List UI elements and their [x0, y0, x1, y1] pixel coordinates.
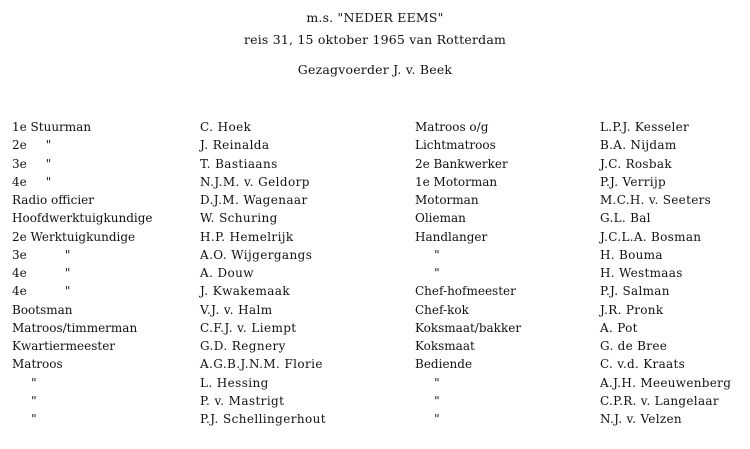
crew-rank: 2e Bankwerker	[415, 156, 508, 171]
crew-rank: "	[12, 393, 37, 408]
crew-rank: Chef-hofmeester	[415, 284, 516, 299]
crew-rank: Matroos o/g	[415, 120, 489, 134]
crew-rank: Olieman	[415, 211, 466, 226]
crew-name: L. Hessing	[200, 375, 269, 390]
crew-rank: "	[12, 412, 37, 426]
crew-name: H. Westmaas	[600, 266, 683, 280]
crew-rank: 4e "	[12, 284, 71, 299]
crew-name: C. v.d. Kraats	[600, 357, 686, 372]
crew-name: P.J. Verrijp	[600, 174, 666, 189]
crew-name: P.J. Schellingerhout	[200, 412, 327, 426]
crew-name: C.F.J. v. Liempt	[200, 320, 297, 335]
crew-name: W. Schuring	[200, 211, 278, 226]
crew-name: B.A. Nijdam	[600, 138, 677, 153]
right-name-column	[600, 118, 731, 428]
crew-rank: Motorman	[415, 193, 479, 207]
ship-name: m.s. "NEDER EEMS"	[306, 10, 444, 25]
crew-rank: Kwartiermeester	[12, 339, 116, 353]
crew-name: A.O. Wijgergangs	[200, 247, 313, 262]
crew-rank: Bediende	[415, 357, 473, 372]
crew-rank: Matroos	[12, 357, 63, 372]
crew-name: L.P.J. Kesseler	[600, 120, 690, 134]
right-rank-column	[415, 118, 521, 428]
crew-name: G.D. Regnery	[200, 339, 286, 353]
crew-rank: "	[415, 375, 440, 390]
crew-name: C.P.R. v. Langelaar	[600, 393, 719, 408]
crew-rank: 3e "	[12, 156, 52, 171]
left-name-column	[200, 118, 326, 428]
crew-rank: 1e Stuurman	[12, 120, 92, 134]
crew-rank: 1e Motorman	[415, 174, 498, 189]
crew-name: N.J. v. Velzen	[600, 412, 682, 426]
crew-rank: Lichtmatroos	[415, 138, 496, 153]
crew-name: J. Reinalda	[200, 138, 270, 153]
crew-name: H.P. Hemelrijk	[200, 229, 294, 244]
crew-name: P.J. Salman	[600, 284, 670, 299]
crew-name: H. Bouma	[600, 247, 663, 262]
crew-name: G.L. Bal	[600, 211, 651, 226]
crew-rank: Koksmaat/bakker	[415, 320, 522, 335]
crew-name: D.J.M. Wagenaar	[200, 193, 308, 207]
captain-line: Gezagvoerder J. v. Beek	[297, 62, 453, 77]
left-rank-column	[12, 118, 153, 428]
crew-name: C. Hoek	[200, 120, 252, 134]
crew-name: G. de Bree	[600, 339, 668, 353]
crew-rank: "	[12, 375, 37, 390]
crew-name: N.J.M. v. Geldorp	[200, 174, 310, 189]
crew-rank: Matroos/timmerman	[12, 320, 138, 335]
crew-name: M.C.H. v. Seeters	[600, 193, 712, 207]
crew-rank: Handlanger	[415, 229, 488, 244]
crew-rank: 2e Werktuigkundige	[12, 229, 136, 244]
crew-rank: Koksmaat	[415, 339, 475, 353]
crew-name: A.G.B.J.N.M. Florie	[200, 357, 323, 372]
crew-name: A. Pot	[600, 320, 638, 335]
crew-name: A. Douw	[200, 266, 254, 280]
crew-name: V.J. v. Halm	[200, 302, 273, 317]
crew-rank: Chef-kok	[415, 302, 469, 317]
crew-name: P. v. Mastrigt	[200, 393, 285, 408]
crew-rank: "	[415, 412, 440, 426]
crew-rank: Bootsman	[12, 302, 73, 317]
crew-rank: 4e "	[12, 266, 71, 280]
crew-rank: Radio officier	[12, 193, 95, 207]
crew-rank: 2e "	[12, 138, 52, 153]
crew-rank: 3e "	[12, 247, 71, 262]
crew-name: A.J.H. Meeuwenberg	[600, 375, 732, 390]
crew-rank: Hoofdwerktuigkundige	[12, 211, 153, 226]
crew-name: J.C. Rosbak	[600, 156, 672, 171]
crew-name: J. Kwakemaak	[200, 284, 291, 299]
crew-name: T. Bastiaans	[200, 156, 278, 171]
voyage-line: reis 31, 15 oktober 1965 van Rotterdam	[243, 32, 507, 47]
crew-rank: "	[415, 266, 440, 280]
crew-rank: 4e "	[12, 174, 52, 189]
crew-name: J.C.L.A. Bosman	[600, 229, 702, 244]
crew-name: J.R. Pronk	[600, 302, 664, 317]
crew-rank: "	[415, 393, 440, 408]
crew-rank: "	[415, 247, 440, 262]
